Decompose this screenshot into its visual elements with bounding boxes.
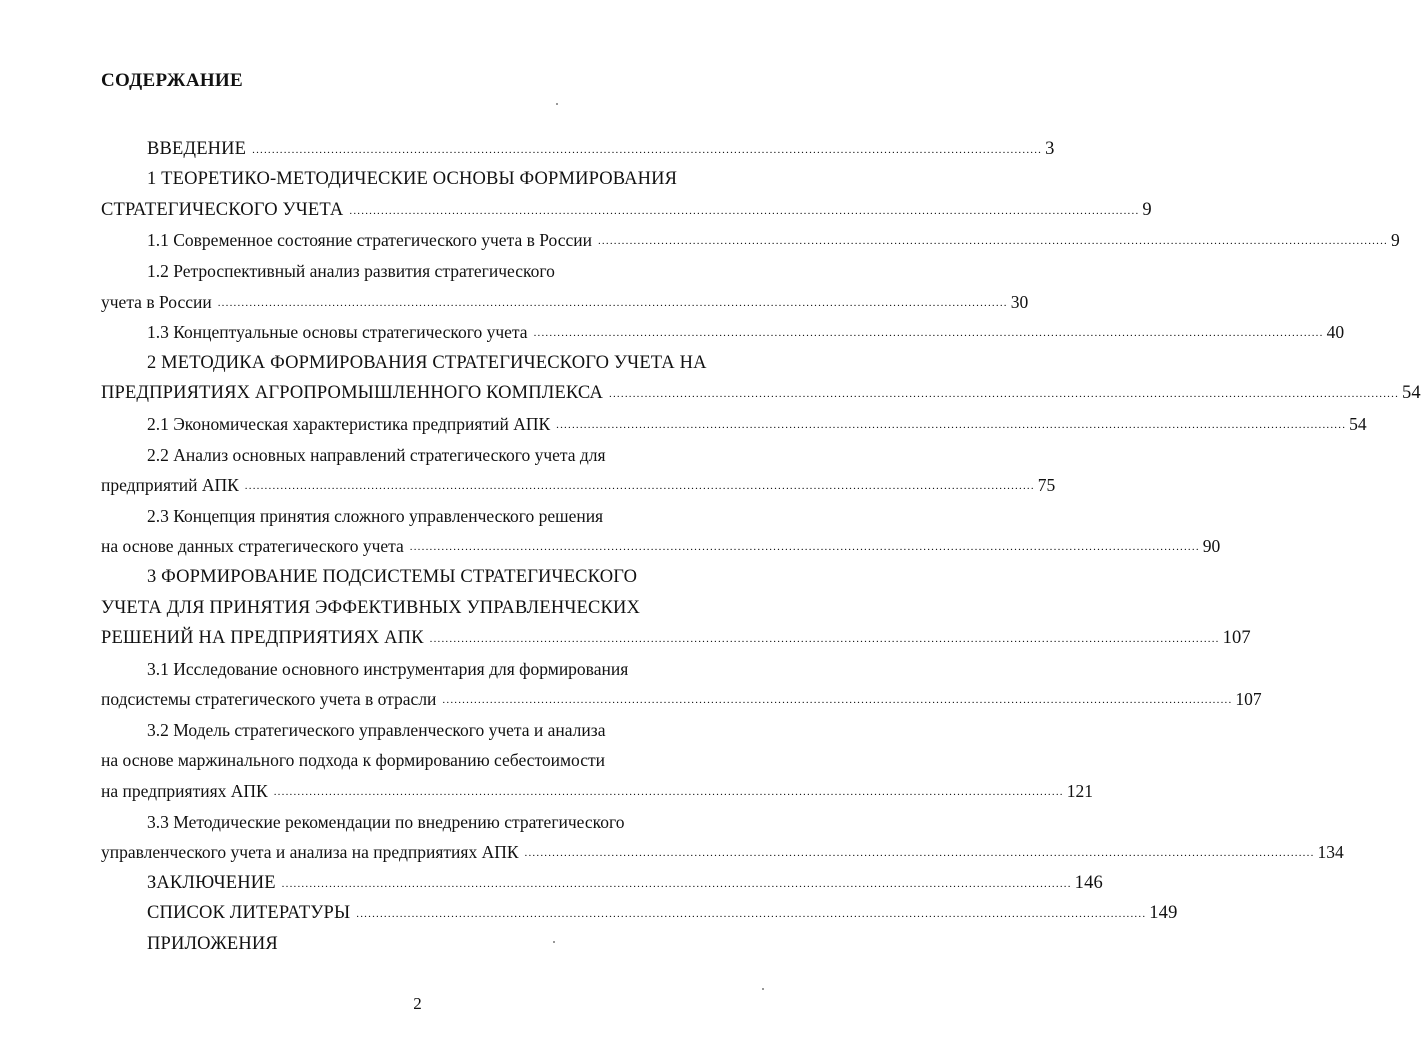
toc-entry-page: 75 [1037, 475, 1056, 496]
toc-leader-dots: ........................................................................................................................................................................................................ [429, 633, 1220, 646]
toc-entry-text: 2.2 Анализ основных направлений стратегического учета для [147, 444, 606, 465]
toc-entry-page: 149 [1149, 903, 1178, 924]
toc-entry-text: 2 МЕТОДИКА ФОРМИРОВАНИЯ СТРАТЕГИЧЕСКОГО УЧЕТА НА [147, 352, 707, 373]
toc-entry-text: 2.3 Концепция принятия сложного управленческого решения [147, 505, 604, 526]
toc-entry-text: РЕШЕНИЙ НА ПРЕДПРИЯТИЯХ АПК [101, 628, 424, 649]
toc-entry-text: 1.1 Современное состояние стратегического учета в России [147, 230, 592, 251]
toc-entry-text: ПРИЛОЖЕНИЯ [147, 934, 278, 955]
toc-entry-conclusion [101, 862, 1103, 893]
toc-entry-text: 1.2 Ретроспективный анализ развития стратегического [147, 260, 555, 281]
toc-entry-text: 3.1 Исследование основного инструментария для формирования [147, 658, 629, 679]
toc-leader-dots: ........................................................................................................................................................................................................ [356, 908, 1147, 921]
toc-entry-page: 134 [1317, 842, 1344, 863]
toc-entry-chapter-1 [101, 159, 715, 190]
scan-speck [762, 988, 764, 990]
toc-entry-section-1-2-cont [101, 281, 1029, 312]
toc-entry-page: 107 [1235, 689, 1262, 710]
toc-entry-text: СТРАТЕГИЧЕСКОГО УЧЕТА [101, 199, 344, 220]
toc-entry-chapter-2 [101, 342, 715, 373]
toc-entry-text: 1.3 Концептуальные основы стратегического учета [147, 322, 528, 343]
toc-entry-appendices [101, 923, 715, 954]
toc-entry-section-3-3-cont [101, 832, 1344, 863]
toc-entry-text: на предприятиях АПК [101, 781, 268, 802]
scan-speck [556, 103, 558, 105]
toc-entry-section-1-2 [101, 250, 715, 281]
toc-entry-text: ЗАКЛЮЧЕНИЕ [147, 872, 276, 893]
toc-entry-page: 107 [1222, 628, 1251, 649]
toc-entry-text: 1 ТЕОРЕТИКО-МЕТОДИЧЕСКИЕ ОСНОВЫ ФОРМИРОВАНИЯ [147, 169, 678, 190]
toc-heading: СОДЕРЖАНИЕ [101, 70, 243, 91]
toc-entry-section-2-1 [101, 403, 1367, 434]
toc-entry-chapter-3 [101, 556, 715, 587]
toc-entry-text: 3.3 Методические рекомендации по внедрению стратегического [147, 811, 625, 832]
toc-entry-page: 40 [1326, 322, 1345, 343]
toc-entry-section-3-1 [101, 648, 715, 679]
toc-entry-section-3-2-cont [101, 740, 715, 771]
toc-entry-text: подсистемы стратегического учета в отрасли [101, 689, 437, 710]
toc-leader-dots: ........................................................................................................................................................................................................ [273, 786, 1064, 799]
toc-leader-dots: ........................................................................................................................................................................................................ [556, 418, 1347, 431]
toc-entry-section-3-2 [101, 709, 715, 740]
toc-leader-dots: ........................................................................................................................................................................................................ [524, 847, 1315, 860]
toc-leader-dots: ........................................................................................................................................................................................................ [597, 235, 1388, 248]
toc-entry-page: 90 [1202, 536, 1221, 557]
toc-leader-dots: ........................................................................................................................................................................................................ [409, 541, 1200, 554]
toc-entry-section-2-2 [101, 434, 715, 465]
toc-entry-chapter-2-cont [101, 373, 1421, 404]
toc-entry-page: 3 [1045, 138, 1055, 159]
toc-leader-dots: ........................................................................................................................................................................................................ [252, 143, 1043, 156]
toc-entry-introduction [101, 128, 1055, 159]
toc-entry-text: управленческого учета и анализа на предприятиях АПК [101, 842, 519, 863]
toc-leader-dots: ........................................................................................................................................................................................................ [533, 327, 1324, 340]
toc-entry-text: предприятий АПК [101, 475, 239, 496]
toc-entry-references [101, 893, 1178, 924]
toc-entry-page: 146 [1074, 872, 1103, 893]
toc-entry-text: 3 ФОРМИРОВАНИЕ ПОДСИСТЕМЫ СТРАТЕГИЧЕСКОГО [147, 566, 638, 587]
toc-entry-text: 2.1 Экономическая характеристика предприятий АПК [147, 413, 551, 434]
toc-entry-text: ВВЕДЕНИЕ [147, 138, 247, 159]
toc-leader-dots: ........................................................................................................................................................................................................ [609, 388, 1400, 401]
toc-entry-text: на основе маржинального подхода к формированию себестоимости [101, 750, 606, 771]
toc-entry-page: 54 [1402, 383, 1421, 404]
toc-entry-text: СПИСОК ЛИТЕРАТУРЫ [147, 903, 351, 924]
toc-entry-page: 9 [1390, 230, 1400, 251]
toc-entry-text: УЧЕТА ДЛЯ ПРИНЯТИЯ ЭФФЕКТИВНЫХ УПРАВЛЕНЧЕСКИХ [101, 597, 640, 618]
toc-entry-section-2-3-cont [101, 526, 1221, 557]
toc-leader-dots: ........................................................................................................................................................................................................ [244, 480, 1035, 493]
toc-entry-text: 3.2 Модель стратегического управленческого учета и анализа [147, 719, 606, 740]
toc-entry-chapter-3-cont [101, 587, 715, 618]
toc-entry-chapter-3-cont-2 [101, 618, 1251, 649]
toc-entry-page: 121 [1066, 781, 1093, 802]
page-number: 2 [413, 994, 422, 1013]
toc-entry-text: ПРЕДПРИЯТИЯХ АГРОПРОМЫШЛЕННОГО КОМПЛЕКСА [101, 383, 604, 404]
table-of-contents [101, 128, 1421, 955]
toc-leader-dots: ........................................................................................................................................................................................................ [217, 296, 1008, 309]
toc-entry-section-3-1-cont [101, 679, 1262, 710]
scan-speck [553, 941, 555, 943]
toc-leader-dots: ........................................................................................................................................................................................................ [349, 204, 1140, 217]
toc-leader-dots: ........................................................................................................................................................................................................ [281, 877, 1072, 890]
toc-entry-page: 54 [1349, 413, 1367, 434]
toc-entry-text: учета в России [101, 291, 212, 312]
toc-entry-page: 30 [1010, 291, 1029, 312]
toc-entry-page: 9 [1142, 199, 1152, 220]
toc-entry-section-1-3 [101, 312, 1345, 343]
toc-entry-text: на основе данных стратегического учета [101, 536, 404, 557]
toc-entry-section-1-1 [101, 220, 1400, 251]
toc-entry-section-3-2-cont-2 [101, 770, 1093, 802]
toc-leader-dots: ........................................................................................................................................................................................................ [442, 694, 1233, 707]
toc-entry-chapter-1-cont [101, 189, 1152, 220]
toc-entry-section-3-3 [101, 801, 715, 832]
toc-entry-section-2-2-cont [101, 465, 1056, 496]
toc-entry-section-2-3 [101, 495, 715, 526]
